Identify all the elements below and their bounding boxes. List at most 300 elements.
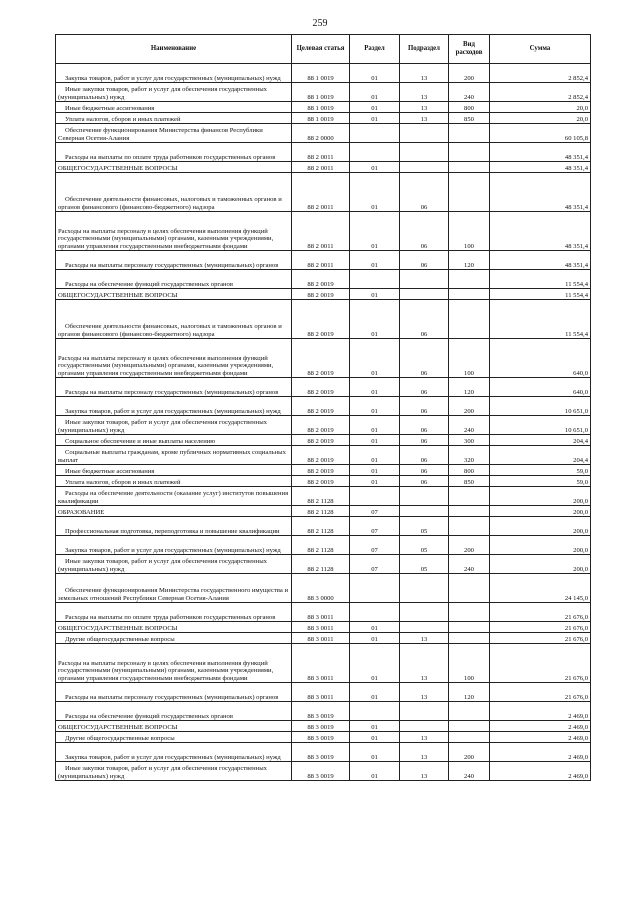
expense-type-cell: [449, 113, 490, 124]
article-cell-text: 88 2 0019: [307, 388, 334, 396]
subsection-cell: [400, 64, 449, 83]
section-cell: [350, 446, 400, 465]
name-cell: [56, 143, 292, 162]
section-cell: [350, 339, 400, 378]
subsection-cell-text: 05: [420, 546, 428, 554]
article-cell-text: 88 3 0019: [307, 734, 334, 742]
amount-cell: [490, 64, 591, 83]
article-cell-text: 88 2 0011: [307, 164, 334, 172]
article-cell-text: 88 2 0019: [307, 330, 334, 338]
article-cell: [292, 270, 350, 289]
expense-type-cell: [449, 102, 490, 113]
subsection-cell: [400, 517, 449, 536]
subsection-cell: [400, 339, 449, 378]
name-cell-text: Иные бюджетные ассигнования: [65, 104, 155, 112]
table-row: [56, 762, 591, 781]
expense-type-cell: [449, 397, 490, 416]
budget-table: [55, 34, 591, 781]
section-cell: [350, 251, 400, 270]
amount-cell-text: 48 351,4: [564, 153, 588, 161]
expense-type-cell-text: 200: [464, 407, 474, 415]
amount-cell: [490, 762, 591, 781]
article-cell-text: 88 2 1128: [307, 527, 334, 535]
subsection-cell: [400, 124, 449, 143]
section-cell-text: 01: [371, 723, 378, 731]
amount-cell: [490, 212, 591, 251]
table-row: [56, 633, 591, 644]
article-cell-text: 88 2 0011: [307, 261, 334, 269]
name-cell-text: Иные закупки товаров, работ и услуг для обеспечения государственных (муниципальных) нужд: [58, 558, 267, 573]
subsection-cell: [400, 702, 449, 721]
section-cell: [350, 270, 400, 289]
subsection-cell: [400, 743, 449, 762]
table-row: [56, 574, 591, 603]
article-cell: [292, 476, 350, 487]
section-cell: [350, 300, 400, 339]
subsection-cell: [400, 397, 449, 416]
table-row: [56, 476, 591, 487]
article-cell-text: 88 2 0019: [307, 280, 334, 288]
article-cell: [292, 622, 350, 633]
section-cell: [350, 435, 400, 446]
table-row: [56, 702, 591, 721]
article-cell-text: 88 2 0011: [307, 242, 334, 250]
subsection-cell: [400, 476, 449, 487]
amount-cell: [490, 487, 591, 506]
expense-type-cell-text: 800: [464, 104, 474, 112]
amount-cell-text: 59,0: [576, 478, 588, 486]
name-cell-text: Расходы на обеспечение функций государственных органов: [65, 712, 233, 720]
table-row: [56, 124, 591, 143]
name-cell: [56, 721, 292, 732]
name-cell: [56, 506, 292, 517]
section-cell-text: 01: [371, 772, 378, 780]
expense-type-cell-text: 200: [464, 546, 474, 554]
amount-cell-text: 2 469,0: [568, 723, 588, 731]
subsection-cell-text: 06: [420, 388, 428, 396]
subsection-cell-text: 05: [420, 565, 428, 573]
expense-type-cell: [449, 762, 490, 781]
amount-cell-text: 60 105,8: [564, 134, 588, 142]
table-row: [56, 517, 591, 536]
amount-cell-text: 48 351,4: [564, 203, 588, 211]
column-header-expense-type: Вид расходов: [449, 35, 490, 64]
amount-cell: [490, 378, 591, 397]
amount-cell: [490, 416, 591, 435]
name-cell: [56, 622, 292, 633]
name-cell-text: Расходы на выплаты по оплате труда работников государственных органов: [65, 613, 276, 621]
section-cell: [350, 683, 400, 702]
expense-type-cell: [449, 622, 490, 633]
section-cell: [350, 743, 400, 762]
expense-type-cell-text: 100: [464, 242, 474, 250]
expense-type-cell: [449, 173, 490, 212]
amount-cell-text: 21 676,0: [564, 613, 588, 621]
name-cell-text: Обеспечение деятельности финансовых, налоговых и таможенных органов и органов финансового (финансово-бюджетного) надзора: [58, 323, 282, 338]
subsection-cell: [400, 102, 449, 113]
amount-cell: [490, 721, 591, 732]
name-cell: [56, 683, 292, 702]
subsection-cell: [400, 251, 449, 270]
subsection-cell-text: 06: [420, 456, 428, 464]
name-cell-text: Иные закупки товаров, работ и услуг для обеспечения государственных (муниципальных) нужд: [58, 765, 267, 780]
expense-type-cell: [449, 124, 490, 143]
section-cell-text: 01: [371, 478, 378, 486]
article-cell-text: 88 1 0019: [307, 74, 334, 82]
expense-type-cell-text: 800: [464, 467, 474, 475]
subsection-cell: [400, 506, 449, 517]
article-cell: [292, 446, 350, 465]
amount-cell-text: 2 469,0: [568, 734, 588, 742]
expense-type-cell-text: 240: [464, 772, 474, 780]
amount-cell: [490, 574, 591, 603]
amount-cell-text: 21 676,0: [564, 693, 588, 701]
table-row: [56, 732, 591, 743]
section-cell: [350, 487, 400, 506]
expense-type-cell: [449, 378, 490, 397]
name-cell-text: Обеспечение функционирования Министерства финансов Республики Северная Осетия-Алания: [58, 127, 263, 142]
section-cell: [350, 536, 400, 555]
name-cell: [56, 289, 292, 300]
section-cell-text: 01: [371, 635, 378, 643]
name-cell: [56, 270, 292, 289]
subsection-cell: [400, 633, 449, 644]
amount-cell-text: 21 676,0: [564, 674, 588, 682]
article-cell-text: 88 2 1128: [307, 508, 334, 516]
amount-cell: [490, 476, 591, 487]
subsection-cell: [400, 603, 449, 622]
column-header-subsection: Подраздел: [400, 35, 449, 64]
article-cell-text: 88 2 0019: [307, 426, 334, 434]
subsection-cell-text: 13: [420, 693, 428, 701]
amount-cell-text: 48 351,4: [564, 242, 588, 250]
article-cell: [292, 83, 350, 102]
expense-type-cell: [449, 446, 490, 465]
section-cell-text: 01: [371, 203, 378, 211]
name-cell: [56, 555, 292, 574]
article-cell: [292, 162, 350, 173]
expense-type-cell: [449, 143, 490, 162]
expense-type-cell-text: 120: [464, 693, 474, 701]
amount-cell-text: 10 651,0: [564, 426, 588, 434]
table-row: [56, 555, 591, 574]
name-cell-text: Закупка товаров, работ и услуг для государственных (муниципальных) нужд: [65, 74, 281, 82]
section-cell-text: 07: [371, 565, 378, 573]
subsection-cell-text: 13: [420, 753, 428, 761]
article-cell: [292, 300, 350, 339]
name-cell-text: Социальные выплаты гражданам, кроме публичных нормативных социальных выплат: [58, 449, 286, 464]
article-cell-text: 88 1 0019: [307, 115, 334, 123]
expense-type-cell-text: 200: [464, 753, 474, 761]
subsection-cell: [400, 732, 449, 743]
name-cell: [56, 732, 292, 743]
subsection-cell-text: 06: [420, 369, 428, 377]
name-cell: [56, 536, 292, 555]
name-cell-text: Обеспечение деятельности финансовых, налоговых и таможенных органов и органов финансового (финансово-бюджетного) надзора: [58, 196, 282, 211]
name-cell-text: ОБРАЗОВАНИЕ: [58, 508, 105, 516]
name-cell: [56, 124, 292, 143]
section-cell: [350, 83, 400, 102]
name-cell: [56, 743, 292, 762]
article-cell: [292, 289, 350, 300]
article-cell-text: 88 2 0011: [307, 153, 334, 161]
name-cell-text: ОБЩЕГОСУДАРСТВЕННЫЕ ВОПРОСЫ: [58, 164, 178, 172]
amount-cell: [490, 289, 591, 300]
table-row: [56, 487, 591, 506]
table-row: [56, 339, 591, 378]
amount-cell-text: 204,4: [573, 456, 588, 464]
name-cell: [56, 339, 292, 378]
section-cell-text: 01: [371, 104, 378, 112]
amount-cell: [490, 732, 591, 743]
table-row: [56, 465, 591, 476]
subsection-cell: [400, 644, 449, 683]
amount-cell: [490, 702, 591, 721]
section-cell: [350, 721, 400, 732]
subsection-cell: [400, 574, 449, 603]
table-row: [56, 64, 591, 83]
expense-type-cell-text: 240: [464, 565, 474, 573]
name-cell-text: ОБЩЕГОСУДАРСТВЕННЫЕ ВОПРОСЫ: [58, 291, 178, 299]
amount-cell-text: 200,0: [573, 546, 588, 554]
section-cell: [350, 102, 400, 113]
article-cell: [292, 603, 350, 622]
name-cell-text: ОБЩЕГОСУДАРСТВЕННЫЕ ВОПРОСЫ: [58, 723, 178, 731]
article-cell-text: 88 2 0011: [307, 203, 334, 211]
article-cell: [292, 102, 350, 113]
section-cell-text: 01: [371, 330, 378, 338]
amount-cell: [490, 251, 591, 270]
table-row: [56, 300, 591, 339]
article-cell-text: 88 2 1128: [307, 497, 334, 505]
amount-cell: [490, 506, 591, 517]
article-cell-text: 88 2 0019: [307, 291, 334, 299]
section-cell: [350, 416, 400, 435]
expense-type-cell-text: 120: [464, 261, 474, 269]
table-row: [56, 270, 591, 289]
section-cell: [350, 517, 400, 536]
expense-type-cell: [449, 702, 490, 721]
amount-cell-text: 200,0: [573, 508, 588, 516]
subsection-cell-text: 06: [420, 437, 428, 445]
table-row: [56, 603, 591, 622]
subsection-cell-text: 13: [420, 115, 428, 123]
article-cell-text: 88 2 0019: [307, 437, 334, 445]
amount-cell: [490, 633, 591, 644]
article-cell: [292, 339, 350, 378]
amount-cell: [490, 162, 591, 173]
name-cell-text: Иные закупки товаров, работ и услуг для обеспечения государственных (муниципальных) нужд: [58, 419, 267, 434]
section-cell: [350, 762, 400, 781]
subsection-cell-text: 06: [420, 203, 428, 211]
amount-cell-text: 2 469,0: [568, 753, 588, 761]
column-header-name: Наименование: [56, 35, 292, 64]
article-cell-text: 88 3 0019: [307, 772, 334, 780]
article-cell: [292, 574, 350, 603]
section-cell-text: 01: [371, 407, 378, 415]
article-cell-text: 88 2 0019: [307, 369, 334, 377]
name-cell: [56, 378, 292, 397]
section-cell: [350, 555, 400, 574]
subsection-cell: [400, 622, 449, 633]
section-cell: [350, 124, 400, 143]
name-cell: [56, 162, 292, 173]
name-cell: [56, 64, 292, 83]
amount-cell-text: 2 469,0: [568, 772, 588, 780]
subsection-cell-text: 06: [420, 261, 428, 269]
section-cell-text: 01: [371, 291, 378, 299]
article-cell: [292, 762, 350, 781]
column-header-amount: Сумма: [490, 35, 591, 64]
expense-type-cell: [449, 339, 490, 378]
article-cell-text: 88 2 0019: [307, 478, 334, 486]
table-row: [56, 83, 591, 102]
article-cell-text: 88 3 0019: [307, 712, 334, 720]
section-cell: [350, 633, 400, 644]
expense-type-cell: [449, 517, 490, 536]
name-cell-text: ОБЩЕГОСУДАРСТВЕННЫЕ ВОПРОСЫ: [58, 624, 178, 632]
name-cell: [56, 644, 292, 683]
article-cell: [292, 633, 350, 644]
subsection-cell: [400, 762, 449, 781]
article-cell: [292, 732, 350, 743]
section-cell: [350, 143, 400, 162]
name-cell: [56, 633, 292, 644]
section-cell-text: 01: [371, 93, 378, 101]
name-cell-text: Другие общегосударственные вопросы: [65, 734, 175, 742]
article-cell: [292, 644, 350, 683]
expense-type-cell: [449, 721, 490, 732]
table-row: [56, 644, 591, 683]
amount-cell: [490, 397, 591, 416]
amount-cell-text: 48 351,4: [564, 261, 588, 269]
amount-cell-text: 48 351,4: [564, 164, 588, 172]
name-cell: [56, 465, 292, 476]
section-cell-text: 01: [371, 164, 378, 172]
amount-cell: [490, 300, 591, 339]
name-cell: [56, 487, 292, 506]
name-cell-text: Социальное обеспечение и иные выплаты населению: [65, 437, 216, 445]
amount-cell: [490, 644, 591, 683]
page-number: 259: [312, 18, 328, 29]
article-cell: [292, 416, 350, 435]
subsection-cell: [400, 173, 449, 212]
subsection-cell-text: 06: [420, 407, 428, 415]
amount-cell: [490, 683, 591, 702]
name-cell: [56, 113, 292, 124]
section-cell: [350, 506, 400, 517]
subsection-cell: [400, 378, 449, 397]
name-cell: [56, 83, 292, 102]
article-cell: [292, 743, 350, 762]
section-cell: [350, 622, 400, 633]
name-cell: [56, 435, 292, 446]
expense-type-cell-text: 200: [464, 74, 474, 82]
amount-cell: [490, 102, 591, 113]
subsection-cell: [400, 487, 449, 506]
name-cell: [56, 397, 292, 416]
expense-type-cell-text: 120: [464, 388, 474, 396]
article-cell: [292, 555, 350, 574]
section-cell: [350, 378, 400, 397]
section-cell-text: 01: [371, 242, 378, 250]
subsection-cell-text: 06: [420, 467, 428, 475]
section-cell: [350, 162, 400, 173]
section-cell: [350, 289, 400, 300]
amount-cell: [490, 173, 591, 212]
name-cell-text: Другие общегосударственные вопросы: [65, 635, 175, 643]
article-cell-text: 88 3 0011: [307, 635, 334, 643]
section-cell: [350, 702, 400, 721]
table-row: [56, 416, 591, 435]
name-cell-text: Расходы на выплаты персоналу государственных (муниципальных) органов: [65, 693, 279, 701]
table-row: [56, 743, 591, 762]
subsection-cell: [400, 536, 449, 555]
subsection-cell: [400, 113, 449, 124]
subsection-cell: [400, 212, 449, 251]
section-cell: [350, 603, 400, 622]
article-cell-text: 88 3 0011: [307, 693, 334, 701]
name-cell: [56, 446, 292, 465]
subsection-cell: [400, 300, 449, 339]
expense-type-cell-text: 300: [464, 437, 474, 445]
expense-type-cell: [449, 289, 490, 300]
name-cell-text: Расходы на обеспечение функций государственных органов: [65, 280, 233, 288]
amount-cell-text: 20,0: [576, 115, 588, 123]
subsection-cell: [400, 555, 449, 574]
name-cell: [56, 762, 292, 781]
article-cell-text: 88 2 0019: [307, 407, 334, 415]
article-cell-text: 88 3 0011: [307, 674, 334, 682]
name-cell: [56, 212, 292, 251]
name-cell-text: Закупка товаров, работ и услуг для государственных (муниципальных) нужд: [65, 753, 281, 761]
article-cell-text: 88 1 0019: [307, 93, 334, 101]
expense-type-cell: [449, 487, 490, 506]
section-cell-text: 07: [371, 508, 378, 516]
amount-cell: [490, 555, 591, 574]
amount-cell-text: 24 145,0: [564, 594, 588, 602]
name-cell-text: Иные бюджетные ассигнования: [65, 467, 155, 475]
amount-cell-text: 10 651,0: [564, 407, 588, 415]
amount-cell: [490, 113, 591, 124]
section-cell: [350, 212, 400, 251]
section-cell: [350, 574, 400, 603]
subsection-cell-text: 06: [420, 330, 428, 338]
article-cell: [292, 702, 350, 721]
expense-type-cell: [449, 465, 490, 476]
article-cell-text: 88 2 1128: [307, 546, 334, 554]
section-cell-text: 01: [371, 437, 378, 445]
table-header: [56, 35, 591, 64]
amount-cell-text: 2 469,0: [568, 712, 588, 720]
article-cell-text: 88 2 0000: [307, 134, 334, 142]
amount-cell-text: 11 554,4: [565, 330, 588, 338]
subsection-cell-text: 06: [420, 242, 428, 250]
article-cell: [292, 435, 350, 446]
name-cell-text: Закупка товаров, работ и услуг для государственных (муниципальных) нужд: [65, 546, 281, 554]
section-cell-text: 01: [371, 115, 378, 123]
amount-cell: [490, 339, 591, 378]
name-cell-text: Расходы на выплаты персоналу в целях обеспечения выполнения функций государственными (муниципальными) органами, казенными учреждениями, органами управления государственными внебюджетными фондами: [58, 659, 274, 682]
name-cell: [56, 173, 292, 212]
subsection-cell: [400, 721, 449, 732]
section-cell: [350, 397, 400, 416]
table-body: [56, 64, 591, 781]
section-cell: [350, 465, 400, 476]
expense-type-cell: [449, 536, 490, 555]
article-cell-text: 88 2 1128: [307, 565, 334, 573]
expense-type-cell: [449, 212, 490, 251]
